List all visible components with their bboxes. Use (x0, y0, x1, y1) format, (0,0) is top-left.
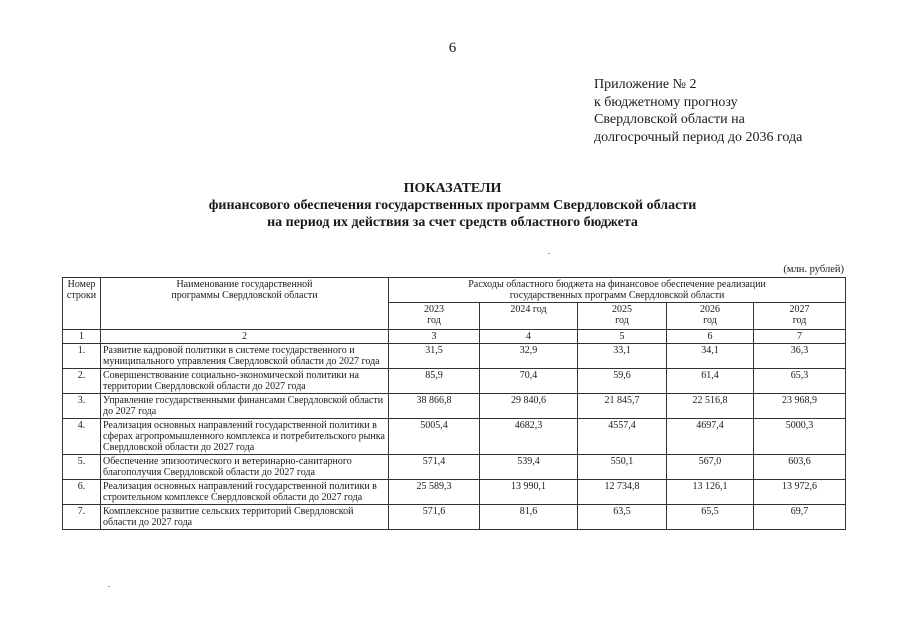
column-index: 7 (754, 330, 846, 344)
heading-subtitle: финансового обеспечения государственных программ Свердловской области (208, 198, 697, 213)
row-value: 12 734,8 (578, 480, 667, 505)
table-row (63, 394, 846, 419)
row-value: 33,1 (578, 344, 667, 369)
row-value: 5005,4 (389, 419, 480, 455)
header-year: 2023 год (389, 303, 480, 330)
row-value: 31,5 (389, 344, 480, 369)
column-index: 4 (480, 330, 578, 344)
header-year: 2027 год (754, 303, 846, 330)
row-value: 23 968,9 (754, 394, 846, 419)
table-row (63, 419, 846, 455)
row-number: 5. (63, 455, 101, 480)
heading-title: ПОКАЗАТЕЛИ (403, 181, 502, 196)
row-value: 65,5 (667, 505, 754, 530)
row-value: 25 589,3 (389, 480, 480, 505)
program-name: Обеспечение эпизоотического и ветеринарно-санитарного благополучия Свердловской области до 2027 года (101, 455, 389, 480)
row-value: 4557,4 (578, 419, 667, 455)
page-number: 6 (448, 40, 457, 56)
appendix-line: долгосрочный период до 2036 года (594, 129, 803, 145)
document-heading (0, 180, 905, 231)
program-name: Управление государственными финансами Свердловской области до 2027 года (101, 394, 389, 419)
row-value: 65,3 (754, 369, 846, 394)
row-value: 571,6 (389, 505, 480, 530)
table-index-row (63, 330, 846, 344)
table-header-row (63, 278, 846, 303)
header-row-number: Номер строки (63, 278, 101, 330)
table-row (63, 344, 846, 369)
program-name: Совершенствование социально-экономической политики на территории Свердловской области до 2027 года (101, 369, 389, 394)
header-year: 2026 год (667, 303, 754, 330)
header-year: 2025 год (578, 303, 667, 330)
table-row (63, 455, 846, 480)
row-number: 6. (63, 480, 101, 505)
heading-subtitle: на период их действия за счет средств областного бюджета (267, 215, 638, 230)
program-name: Реализация основных направлений государственной политики в сферах агропромышленного комплекса и потребительского рынка Свердловской области до 2027 года (101, 419, 389, 455)
row-value: 70,4 (480, 369, 578, 394)
row-value: 13 126,1 (667, 480, 754, 505)
column-index: 6 (667, 330, 754, 344)
appendix-line: к бюджетному прогнозу (594, 94, 738, 110)
row-value: 603,6 (754, 455, 846, 480)
row-value: 34,1 (667, 344, 754, 369)
budget-table (62, 277, 846, 530)
row-value: 29 840,6 (480, 394, 578, 419)
table-row (63, 480, 846, 505)
row-number: 4. (63, 419, 101, 455)
row-value: 32,9 (480, 344, 578, 369)
column-index: 2 (101, 330, 389, 344)
row-value: 550,1 (578, 455, 667, 480)
row-value: 13 990,1 (480, 480, 578, 505)
row-number: 3. (63, 394, 101, 419)
table-row (63, 369, 846, 394)
row-value: 38 866,8 (389, 394, 480, 419)
row-value: 4697,4 (667, 419, 754, 455)
row-number: 7. (63, 505, 101, 530)
header-year: 2024 год (480, 303, 578, 330)
row-value: 61,4 (667, 369, 754, 394)
row-value: 21 845,7 (578, 394, 667, 419)
row-value: 85,9 (389, 369, 480, 394)
row-number: 1. (63, 344, 101, 369)
column-index: 3 (389, 330, 480, 344)
column-index: 5 (578, 330, 667, 344)
header-program-name: Наименование государственной программы Свердловской области (101, 278, 389, 330)
units-label: (млн. рублей) (783, 264, 844, 275)
appendix-note (594, 76, 802, 146)
program-name: Комплексное развитие сельских территорий Свердловской области до 2027 года (101, 505, 389, 530)
row-value: 5000,3 (754, 419, 846, 455)
row-value: 13 972,6 (754, 480, 846, 505)
program-name: Реализация основных направлений государственной политики в строительном комплексе Свердловской области до 2027 года (101, 480, 389, 505)
row-value: 571,4 (389, 455, 480, 480)
appendix-line: Приложение № 2 (594, 77, 697, 92)
row-value: 22 516,8 (667, 394, 754, 419)
row-value: 567,0 (667, 455, 754, 480)
scan-speck (548, 253, 550, 254)
column-index: 1 (63, 330, 101, 344)
row-value: 4682,3 (480, 419, 578, 455)
header-expenses: Расходы областного бюджета на финансовое обеспечение реализации государственных программ Свердловской области (389, 278, 846, 303)
row-value: 69,7 (754, 505, 846, 530)
row-value: 36,3 (754, 344, 846, 369)
scan-speck (108, 586, 110, 587)
table-row (63, 505, 846, 530)
row-value: 59,6 (578, 369, 667, 394)
appendix-line: Свердловской области на (594, 112, 745, 127)
row-number: 2. (63, 369, 101, 394)
program-name: Развитие кадровой политики в системе государственного и муниципального управления Свердловской области до 2027 года (101, 344, 389, 369)
row-value: 63,5 (578, 505, 667, 530)
row-value: 81,6 (480, 505, 578, 530)
row-value: 539,4 (480, 455, 578, 480)
